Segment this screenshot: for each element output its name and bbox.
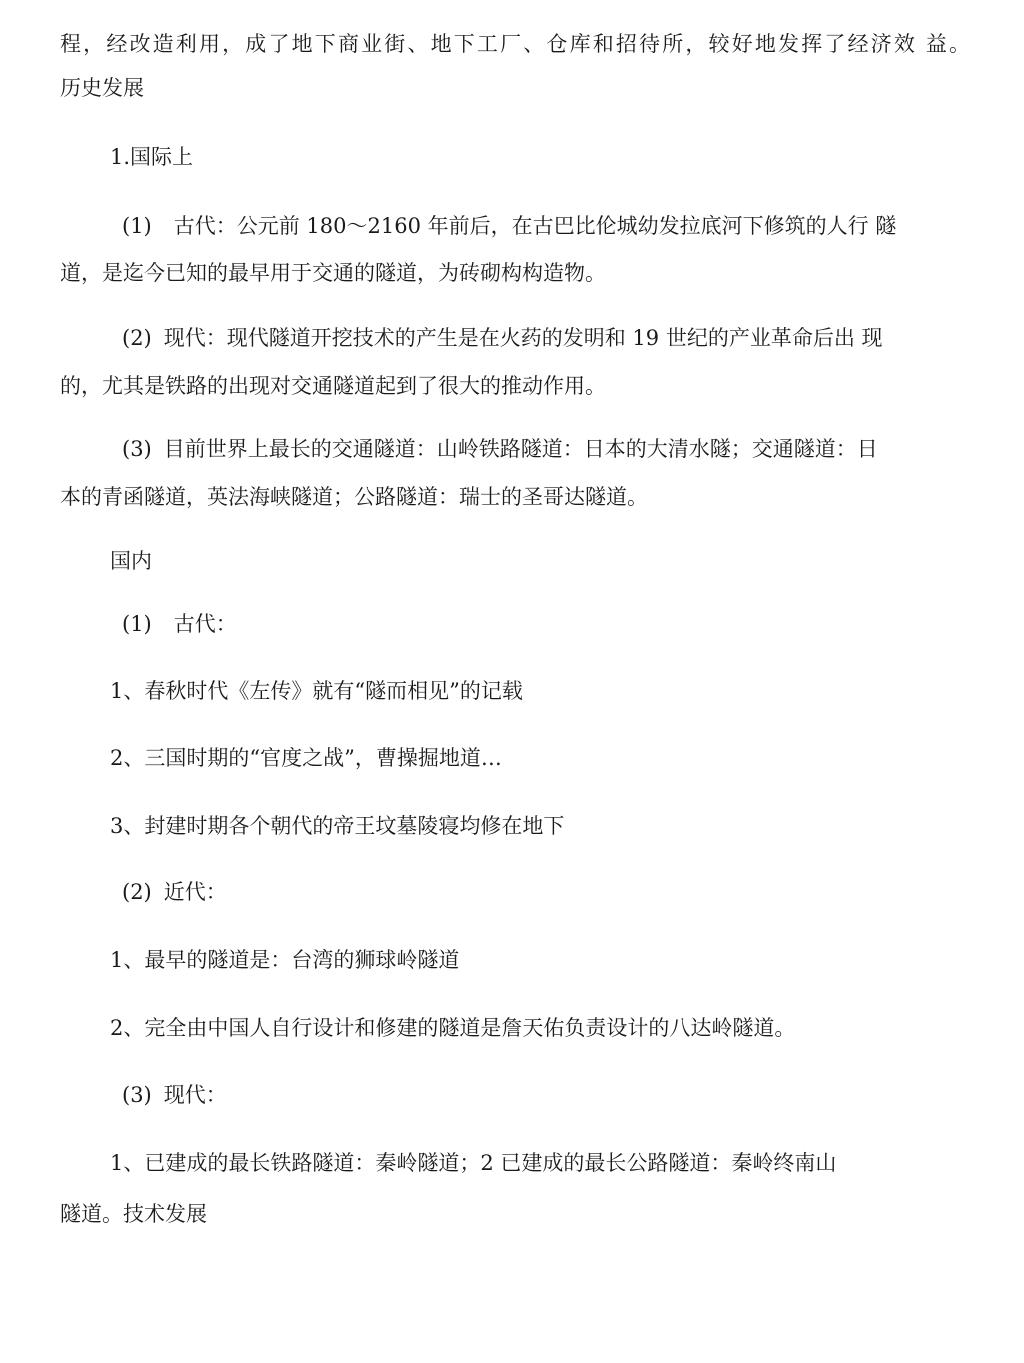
list-item: 1、最早的隧道是：台湾的狮球岭隧道 [110, 948, 460, 972]
list-marker: (2) [122, 326, 152, 350]
paragraph-line: 程，经改造利用，成了地下商业街、地下工厂、仓库和招待所，较好地发挥了经济效 益。 [60, 32, 970, 56]
paragraph-line: 的，尤其是铁路的出现对交通隧道起到了很大的推动作用。 [60, 374, 606, 398]
paragraph-line: 隧道。技术发展 [60, 1202, 207, 1226]
list-marker: (1) [122, 214, 152, 238]
list-item-text: 古代：公元前 180～2160 年前后，在古巴比伦城幼发拉底河下修筑的人行 隧 [173, 214, 897, 238]
list-item [122, 877, 1024, 907]
list-item-text: 目前世界上最长的交通隧道：山岭铁路隧道：日本的大清水隧；交通隧道：日 [163, 437, 878, 461]
list-item [122, 609, 1024, 639]
list-item [122, 1080, 1024, 1110]
list-item-text: 现代： [163, 1083, 227, 1107]
subsection-heading: 国内 [110, 549, 152, 573]
list-item: 2、完全由中国人自行设计和修建的隧道是詹天佑负责设计的八达岭隧道。 [110, 1016, 796, 1040]
list-marker: (2) [122, 880, 152, 904]
list-marker: (1) [122, 612, 152, 636]
list-marker: (3) [122, 437, 152, 461]
list-item: 3、封建时期各个朝代的帝王坟墓陵寝均修在地下 [110, 814, 565, 838]
paragraph-line: 本的青函隧道，英法海峡隧道；公路隧道：瑞士的圣哥达隧道。 [60, 485, 648, 509]
section-heading: 历史发展 [60, 76, 144, 100]
list-item [122, 211, 964, 241]
list-item: 1、春秋时代《左传》就有“隧而相见”的记载 [110, 679, 523, 703]
list-item-text: 古代： [173, 612, 237, 636]
list-item: 2、三国时期的“官度之战”，曹操掘地道… [110, 746, 502, 770]
list-item-text: 近代： [163, 880, 227, 904]
list-item-text: 现代：现代隧道开挖技术的产生是在火药的发明和 19 世纪的产业革命后出 现 [163, 326, 883, 350]
list-marker: (3) [122, 1083, 152, 1107]
paragraph-line: 道，是迄今已知的最早用于交通的隧道，为砖砌构构造物。 [60, 261, 606, 285]
list-item: 1、已建成的最长铁路隧道：秦岭隧道；2 已建成的最长公路隧道：秦岭终南山 [110, 1151, 837, 1175]
subsection-heading: 1.国际上 [110, 145, 194, 169]
list-item [122, 434, 964, 464]
list-item [122, 323, 964, 353]
